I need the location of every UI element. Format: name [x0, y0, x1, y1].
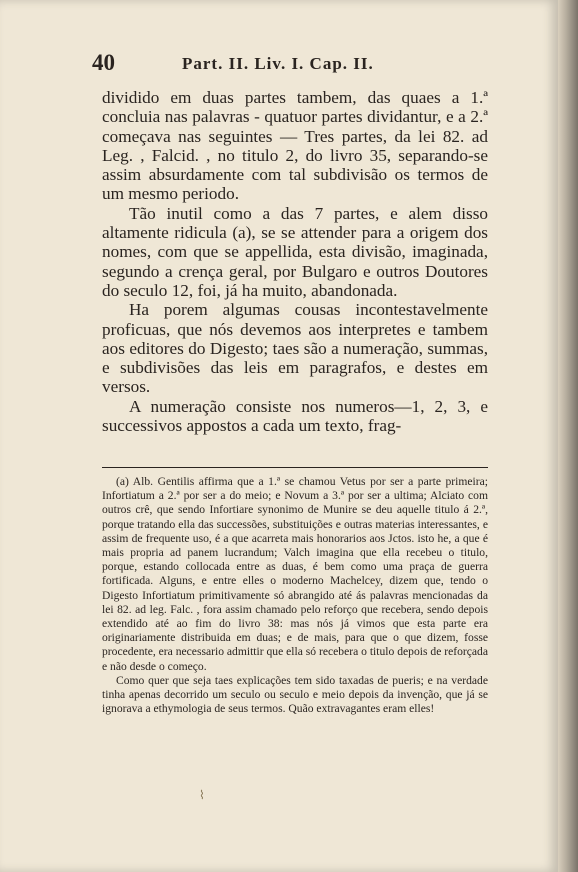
ink-mark: ⌇: [199, 788, 205, 802]
footnotes: [102, 475, 488, 716]
footnote: (a) Alb. Gentilis affirma que a 1.ª se chamou Vetus por ser a parte primeira; Infortiatum a 2.ª por ser a do meio; e Novum a 3.ª por ser a ultima; Alciato com outros crê, que sendo Infortiare synonimo de Munire se deu aquelle titulo á 2.ª, porque tratando ella das successões, substituições e outras materias interessantes, e assim de frequente uso, é a que acarreta mais honorarios aos Jctos. isto he, a que é mais propria ad panem lucrandum; Valch imagina que ella recebeu o titulo, porque, estando collocada entre as duas, é bem como uma praça de guerra fortificada. Alguns, e entre elles o moderno Machelcey, dizem que, tendo o Digesto Infortiatum primitivamente só abrangido até ás palavras mencionadas da lei 82. ad leg. Falc. , fora assim chamado pelo reforço que recebera, sendo depois extendido até ao fim do livro 38: mas nós já vimos que esta parte era originariamente distribuida em duas; e de mais, para que o que dizem, fosse procedente, era necessario admittir que ella só recebera o titulo depois de reforçada e não desde o começo.: [102, 475, 488, 673]
paragraph: Tão inutil como a das 7 partes, e alem disso altamente ridicula (a), se se attender para a origem dos nomes, com que se appellida, esta divisão, imaginada, segundo a crença geral, por Bulgaro e outros Doutores do seculo 12, foi, já ha muito, abandonada.: [102, 203, 488, 300]
main-text: [102, 88, 488, 435]
paragraph: dividido em duas partes tambem, das quaes a 1.ª concluia nas palavras - quatuor partes dividantur, e a 2.ª começava nas seguintes — Tres partes, da lei 82. ad Leg. , Falcid. , no titulo 2, do livro 35, separando-se assim absurdamente com tal subdivisão os termos de um mesmo periodo.: [102, 88, 488, 204]
page-number: 40: [92, 50, 115, 75]
running-head: Part. II. Liv. I. Cap. II.: [182, 54, 374, 73]
footnote-separator: [102, 467, 488, 468]
paragraph: Ha porem algumas cousas incontestavelmente proficuas, que nós devemos aos interpretes e tambem aos editores do Digesto; taes são a numeração, summas, e subdivisões das leis em paragrafos, e destes em versos.: [102, 300, 488, 397]
footnote: Como quer que seja taes explicações tem sido taxadas de pueris; e na verdade tinha apenas decorrido um seculo ou seculo e meio depois da invenção, que já se ignorava a ethymologia de seus termos. Quão extravagantes eram elles!: [102, 673, 488, 716]
book-edge: [558, 0, 578, 872]
paragraph: A numeração consiste nos numeros—1, 2, 3, e successivos appostos a cada um texto, frag-: [102, 396, 488, 436]
page-header: [92, 50, 492, 76]
